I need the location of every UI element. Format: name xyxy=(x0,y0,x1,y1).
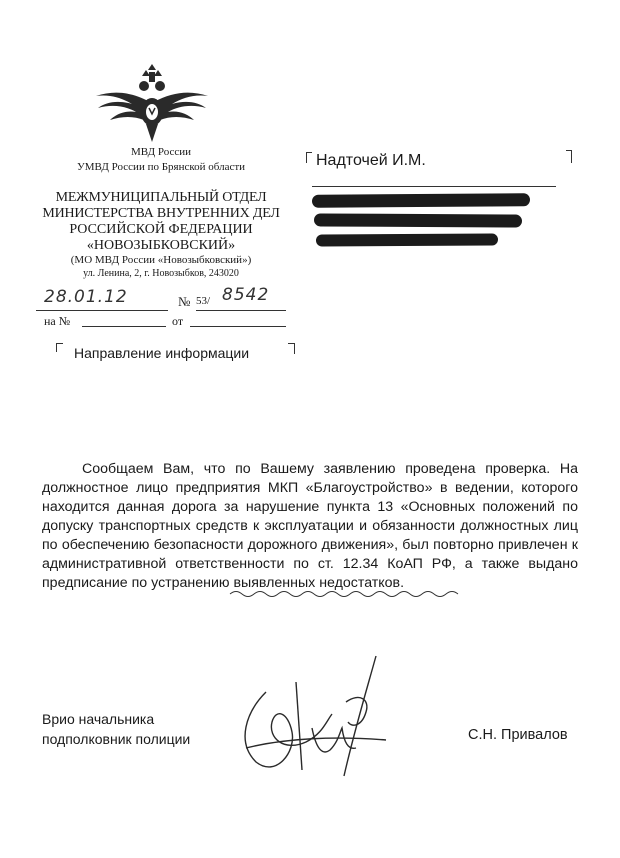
org-short-name: (МО МВД России «Новозыбковский») xyxy=(70,254,252,266)
recipient-bracket-right xyxy=(566,150,572,163)
number-prefix: 53/ xyxy=(196,295,211,307)
recipient-name: Надточей И.М. xyxy=(316,152,426,169)
redaction-bar xyxy=(312,193,530,208)
subject-bracket-right xyxy=(288,343,295,354)
subject-line: Направление информации xyxy=(74,345,250,361)
handwritten-signature xyxy=(226,652,426,782)
date-underline xyxy=(36,310,168,311)
handwritten-underline xyxy=(228,586,518,600)
reference-date-label: от xyxy=(172,314,184,328)
recipient-underline xyxy=(312,186,556,187)
reference-number-label: на № xyxy=(44,314,71,328)
org-line-3: РОССИЙСКОЙ ФЕДЕРАЦИИ xyxy=(69,222,253,237)
registration-date: 28.01.12 xyxy=(44,287,128,307)
redaction-bar xyxy=(314,213,522,227)
signatory-position-1: Врио начальника xyxy=(42,711,155,727)
number-underline xyxy=(196,310,286,311)
redaction-bar xyxy=(316,234,498,247)
signatory-position-2: подполковник полиции xyxy=(42,731,191,747)
org-line-1: МЕЖМУНИЦИПАЛЬНЫЙ ОТДЕЛ xyxy=(55,190,267,205)
dept-line-2: УМВД России по Брянской области xyxy=(76,161,246,173)
sender-address: ул. Ленина, 2, г. Новозыбков, 243020 xyxy=(83,268,239,279)
org-line-4: «НОВОЗЫБКОВСКИЙ» xyxy=(86,238,236,253)
eagle-emblem-icon xyxy=(92,62,212,144)
dept-line-1: МВД России xyxy=(130,146,192,158)
reference-date-underline xyxy=(190,326,286,327)
signatory-name: С.Н. Привалов xyxy=(468,727,568,743)
subject-bracket-left xyxy=(56,343,63,352)
registration-number: 8542 xyxy=(222,285,270,305)
letter-body: Сообщаем Вам, что по Вашему заявлению проведена проверка. На должностное лицо предприятия МКП «Благоустройство» в ведении, которого находится данная дорога за нарушение пункта 13 «Основных положений по допуску транспортных средств к эксплуатации и обязанности должностных лиц по обеспечению безопасности дорожного движения», был повторно привлечен к административной ответственности по ст. 12.34 КоАП РФ, а также выдано предписание по устранению выявленных недостатков. xyxy=(42,461,578,591)
number-label: № xyxy=(178,294,191,309)
org-line-2: МИНИСТЕРСТВА ВНУТРЕННИХ ДЕЛ xyxy=(42,206,280,221)
reference-number-underline xyxy=(82,326,166,327)
recipient-bracket-left xyxy=(306,152,312,163)
